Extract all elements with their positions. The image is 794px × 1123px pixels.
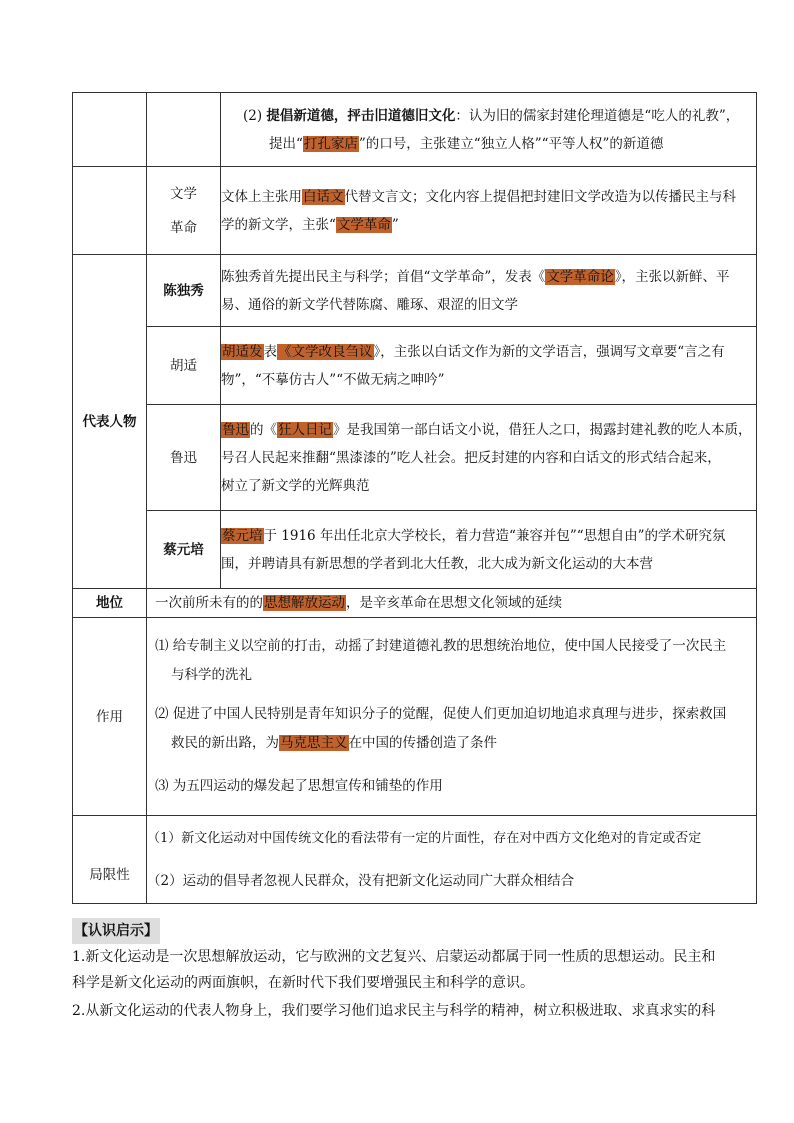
row-lu-xun (73, 405, 757, 511)
cai-yuanpei-content: 蔡元培于 1916 年出任北京大学校长，着力营造“兼容并包”“思想自由”的学术研究氛 围，并聘请具有新思想的学者到北大任教，北大成为新文化运动的大本营 (221, 511, 757, 589)
cell-empty-2 (147, 93, 221, 167)
row-cai-yuanpei (73, 511, 757, 589)
row-new-morality (73, 93, 757, 167)
cell-empty-3 (73, 167, 147, 255)
insight-paragraph-2: 2.从新文化运动的代表人物身上，我们要学习他们追求民主与科学的精神，树立积极进取、求真求实的科 (72, 1003, 716, 1019)
effect-label: 作用 (73, 618, 147, 816)
row-literature-revolution (73, 167, 757, 255)
row-limitation (73, 816, 757, 904)
limitation-label: 局限性 (73, 816, 147, 904)
hu-shi-label: 胡适 (147, 327, 221, 405)
new-morality-content: (2) 提倡新道德，抨击旧道德旧文化：认为旧的儒家封建伦理道德是“吃人的礼教”， 提出“打孔家店”的口号，主张建立“独立人格”“平等人权”的新道德 (221, 93, 757, 167)
limitation-content: （1）新文化运动对中国传统文化的看法带有一定的片面性，存在对中西方文化绝对的肯定或否定 （2）运动的倡导者忽视人民群众，没有把新文化运动同广大群众相结合 (147, 816, 757, 904)
representatives-label: 代表人物 (73, 255, 147, 589)
summary-table (72, 92, 757, 904)
hu-shi-content: 胡适发表《文学改良刍议》，主张以白话文作为新的文学语言，强调写文章要“言之有 物”，“不摹仿古人”“不做无病之呻吟” (221, 327, 757, 405)
row-effect (73, 618, 757, 816)
insight-title: 【认识启示】 (72, 918, 160, 944)
insight-paragraph-1: 1.新文化运动是一次思想解放运动，它与欧洲的文艺复兴、启蒙运动都属于同一性质的思想运动。民主和 科学是新文化运动的两面旗帜，在新时代下我们要增强民主和科学的意识。 (72, 949, 716, 991)
row-hu-shi (73, 327, 757, 405)
literature-revolution-content: 文体上主张用白话文代替文言文；文化内容上提倡把封建旧文学改造为以传播民主与科 学的新文学，主张“文学革命” (221, 167, 757, 255)
effect-content: ⑴ 给专制主义以空前的打击，动摇了封建道德礼教的思想统治地位，使中国人民接受了一次民主 与科学的洗礼 ⑵ 促进了中国人民特别是青年知识分子的觉醒，促使人们更加迫切地追求真理与进步，探索救国 救民的新出路，为马克思主义在中国的传播创造了条件 ⑶ 为五四运动的爆发起了思想宣传和铺垫的作用 (147, 618, 757, 816)
row-status (73, 589, 757, 618)
lu-xun-content: 鲁迅的《狂人日记》是我国第一部白话文小说，借狂人之口，揭露封建礼教的吃人本质， 号召人民起来推翻“黑漆漆的”吃人社会。把反封建的内容和白话文的形式结合起来， 树立了新文学的光辉典范 (221, 405, 757, 511)
highlight-dakongjiadian: 打孔家店 (303, 135, 358, 152)
chen-duxiu-content: 陈独秀首先提出民主与科学；首倡“文学革命”，发表《文学革命论》，主张以新鲜、平 易、通俗的新文学代替陈腐、雕琢、艰涩的旧文学 (221, 255, 757, 327)
cell-empty (73, 93, 147, 167)
literature-revolution-label: 文学 革命 (147, 167, 221, 255)
chen-duxiu-label: 陈独秀 (147, 255, 221, 327)
row-chen-duxiu (73, 255, 757, 327)
status-label: 地位 (73, 589, 147, 618)
lu-xun-label: 鲁迅 (147, 405, 221, 511)
cai-yuanpei-label: 蔡元培 (147, 511, 221, 589)
status-content: 一次前所未有的的思想解放运动，是辛亥革命在思想文化领域的延续 (147, 589, 757, 618)
